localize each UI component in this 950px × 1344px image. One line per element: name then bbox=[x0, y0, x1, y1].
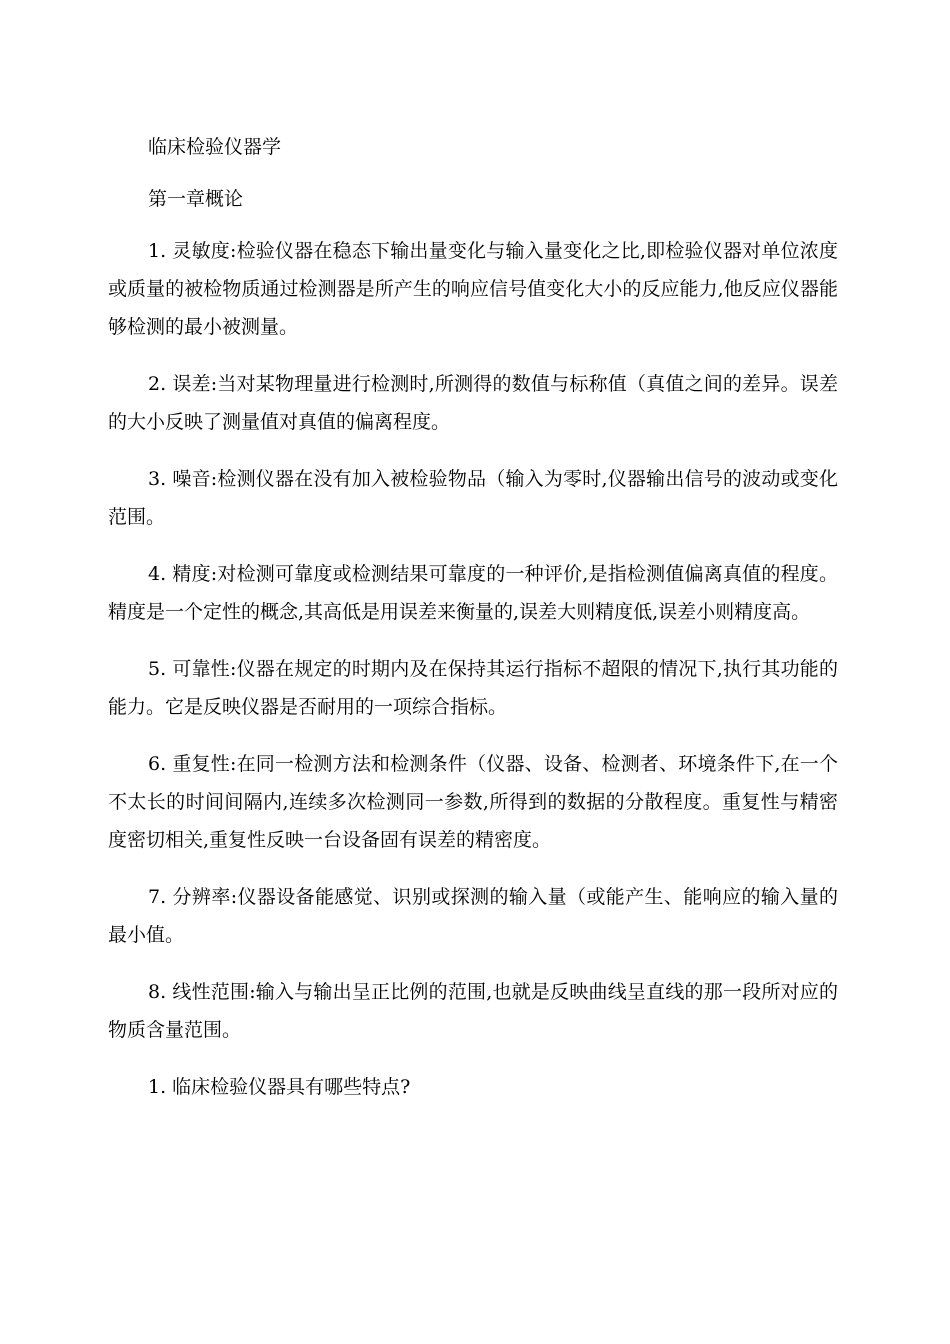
paragraph-linear-range: 8. 线性范围:输入与输出呈正比例的范围,也就是反映曲线呈直线的那一段所对应的物质含量范围。 bbox=[108, 981, 838, 1041]
paragraph-reliability: 5. 可靠性:仪器在规定的时期内及在保持其运行指标不超限的情况下,执行其功能的能力。它是反映仪器是否耐用的一项综合指标。 bbox=[108, 658, 838, 718]
question-characteristics: 1. 临床检验仪器具有哪些特点? bbox=[148, 1076, 411, 1098]
document-body bbox=[108, 128, 838, 1125]
paragraph-error: 2. 误差:当对某物理量进行检测时,所测得的数值与标称值（真值之间的差异。误差的大小反映了测量值对真值的偏离程度。 bbox=[108, 373, 838, 433]
document-title: 临床检验仪器学 bbox=[148, 136, 282, 158]
paragraph-resolution: 7. 分辨率:仪器设备能感觉、识别或探测的输入量（或能产生、能响应的输入量的最小值。 bbox=[108, 886, 838, 946]
paragraph-noise: 3. 噪音:检测仪器在没有加入被检验物品（输入为零时,仪器输出信号的波动或变化范围。 bbox=[108, 468, 838, 528]
paragraph-sensitivity: 1. 灵敏度:检验仪器在稳态下输出量变化与输入量变化之比,即检验仪器对单位浓度或质量的被检物质通过检测器是所产生的响应信号值变化大小的反应能力,他反应仪器能够检测的最小被测量。 bbox=[108, 240, 838, 338]
paragraph-precision: 4. 精度:对检测可靠度或检测结果可靠度的一种评价,是指检测值偏离真值的程度。精度是一个定性的概念,其高低是用误差来衡量的,误差大则精度低,误差小则精度高。 bbox=[108, 563, 838, 623]
chapter-heading: 第一章概论 bbox=[148, 188, 244, 210]
paragraph-repeatability: 6. 重复性:在同一检测方法和检测条件（仪器、设备、检测者、环境条件下,在一个不太长的时间间隔内,连续多次检测同一参数,所得到的数据的分散程度。重复性与精密度密切相关,重复性反映一台设备固有误差的精密度。 bbox=[108, 753, 838, 851]
